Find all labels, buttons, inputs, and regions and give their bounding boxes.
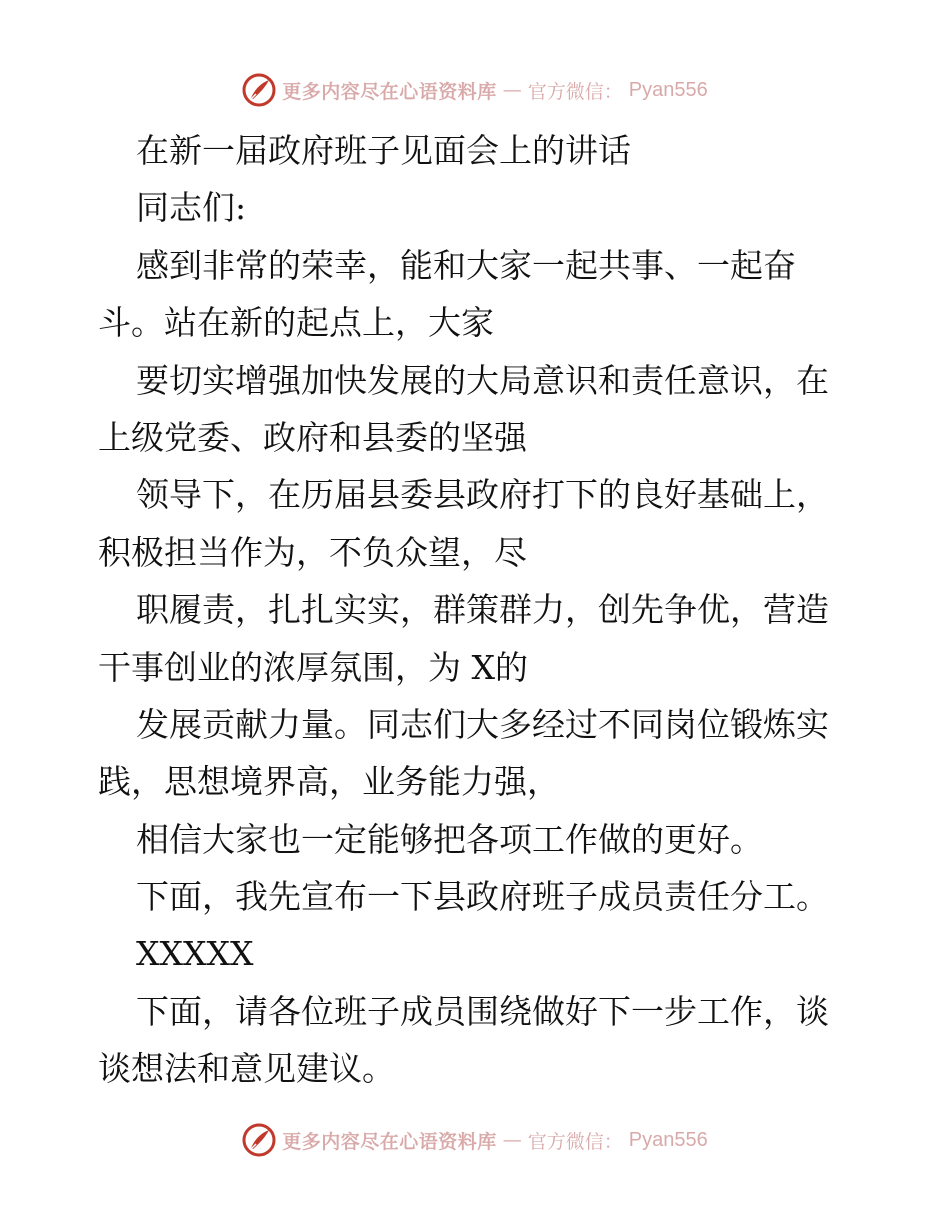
paragraph-line: 感到非常的荣幸，能和大家一起共事、一起奋: [136, 245, 796, 285]
paragraph-line: 发展贡献力量。同志们大多经过不同岗位锻炼实: [136, 704, 829, 744]
watermark-dash: —: [502, 79, 522, 101]
paragraph-line: 践，思想境界高，业务能力强，: [98, 762, 560, 802]
watermark-slogan: 更多内容尽在心语资料库: [282, 80, 497, 103]
watermark-slogan: 更多内容尽在心语资料库: [282, 1130, 497, 1153]
watermark-dash: —: [502, 1129, 522, 1151]
document-title: 在新一届政府班子见面会上的讲话: [136, 131, 631, 170]
footer-watermark: [0, 1120, 950, 1160]
paragraph-line: 下面，我先宣布一下县政府班子成员责任分工。: [136, 877, 829, 917]
paragraph-line: 职履责，扎扎实实，群策群力，创先争优，营造: [136, 590, 829, 630]
quill-logo-icon: [242, 73, 276, 107]
paragraph-line: 斗。站在新的起点上，大家: [98, 303, 494, 343]
salutation: 同志们:: [136, 188, 247, 228]
watermark-wechat-id: Pyan556: [628, 1128, 708, 1151]
placeholder-line: XXXXX: [136, 934, 254, 974]
header-watermark: [0, 70, 950, 110]
watermark-wechat-id: Pyan556: [628, 78, 708, 101]
paragraph-line: 上级党委、政府和县委的坚强: [98, 417, 527, 457]
quill-logo-icon: [242, 1123, 276, 1157]
watermark-wechat-label: 官方微信：: [527, 1130, 623, 1153]
paragraph-line: 下面，请各位班子成员围绕做好下一步工作，谈: [136, 991, 829, 1031]
paragraph-line: 领导下，在历届县委县政府打下的良好基础上，: [136, 475, 829, 515]
paragraph-line: 积极担当作为，不负众望，尽: [98, 532, 527, 572]
paragraph-line: 相信大家也一定能够把各项工作做的更好。: [136, 819, 763, 859]
watermark-wechat-label: 官方微信：: [527, 80, 623, 103]
paragraph-line: 干事创业的浓厚氛围，为 X的: [98, 647, 528, 687]
document-body: [98, 122, 858, 1098]
paragraph-line: 谈想法和意见建议。: [98, 1049, 395, 1089]
paragraph-line: 要切实增强加快发展的大局意识和责任意识，在: [136, 360, 829, 400]
